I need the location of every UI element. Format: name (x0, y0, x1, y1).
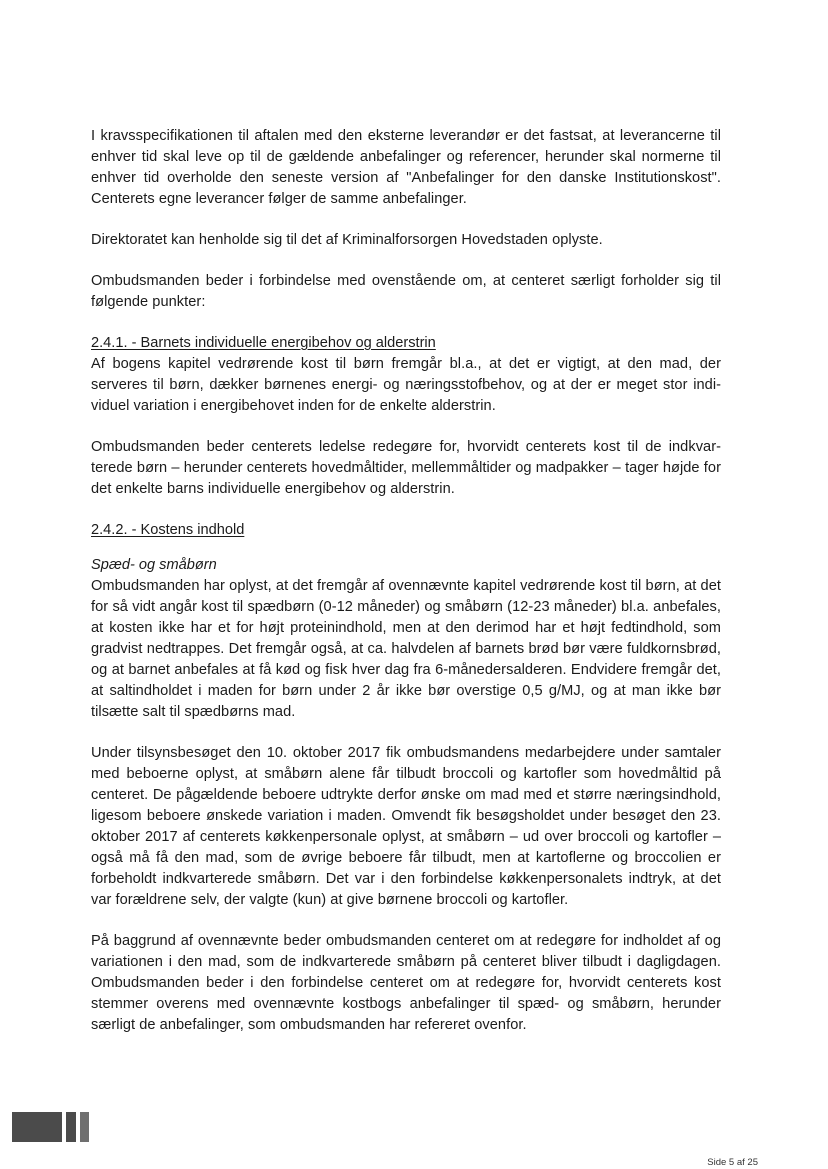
logo (12, 1112, 89, 1142)
logo-block (66, 1112, 76, 1142)
section-heading-kostens-indhold: 2.4.2. - Kostens indhold (91, 522, 245, 538)
paragraph-redegoere-energibehov: Ombudsmanden beder centerets ledelse redegøre for, hvorvidt centerets kost til de indkvarterede børn – herunder centerets hovedmåltider, mellemmåltider og madpakker – tager højde for det enkelte barns individuelle energibehov og alderstrin. (91, 439, 721, 497)
paragraph-kravsspecifikation: I kravsspecifikationen til aftalen med den eksterne leverandør er det fastsat, at leverancerne til enhver tid skal leve op til de gældende anbefalinger og referencer, herunder skal normerne til enhver tid overholde den seneste version af "Anbefalinger for den danske Institutionskost". Centerets egne leverancer følger de samme anbefalinger. (91, 128, 721, 207)
paragraph-ombudsmanden-punkter: Ombudsmanden beder i forbindelse med ovenstående om, at centeret særligt forholder sig til følgende punkter: (91, 273, 721, 310)
paragraph-anbefalinger-spaedboern: Ombudsmanden har oplyst, at det fremgår af ovennævnte kapitel vedrørende kost til børn, at det for så vidt angår kost til spædbørn (0-12 måneder) og småbørn (12-23 måneder) bl.a. anbefales, at kosten ikke har et for højt proteinindhold, men at den derimod har et højt fedtindhold, som gradvist nedtrappes. Det fremgår også, at ca. halvdelen af barnets brød bør være fuldkornsbrød, og at barnet anbefales at få kød og fisk hver dag fra 6-månedersalderen. Endvidere fremgår det, at saltindholdet i maden for børn under 2 år ikke bør overstige 0,5 g/MJ, og at man ikke bør tilsætte salt til spædbørns mad. (91, 578, 721, 720)
section-heading-energibehov: 2.4.1. - Barnets individuelle energibehov og alderstrin (91, 335, 436, 351)
page-number: Side 5 af 25 (707, 1157, 758, 1168)
document-body (91, 126, 721, 1056)
subheading-spaed-og-smaaboern: Spæd- og småbørn (91, 557, 217, 573)
paragraph-tilsynsbesoeg: Under tilsynsbesøget den 10. oktober 2017 fik ombudsmandens medarbejdere under samtaler med beboerne oplyst, at småbørn alene får tilbudt broccoli og kartofler som hovedmåltid på centeret. De pågældende beboere udtrykte derfor ønske om mad med et større næringsindhold, ligesom beboere ønskede variation i maden. Omvendt fik besøgsholdet under besøget den 23. oktober 2017 af centerets køkkenpersonale oplyst, at småbørn – ud over broccoli og kartofler – også må få den mad, som de øvrige beboere får tilbudt, men at kartoflerne og broccolien er forbeholdt indkvarterede småbørn. Det var i den forbindelse køkkenpersonalets indtryk, at det var forældrene selv, der valgte (kun) at give børnene broccoli og kartofler. (91, 745, 721, 908)
paragraph-redegoere-indhold: På baggrund af ovennævnte beder ombudsmanden centeret om at redegøre for indholdet af og variationen i den mad, som de indkvarterede småbørn på centeret bliver tilbudt i dagligdagen. Ombudsmanden beder i den forbindelse centeret om at redegøre for, hvorvidt centerets kost stemmer overens med ovennævnte kostbogs anbefalinger til spæd- og småbørn, herunder særligt de anbefalinger, som ombudsmanden har refereret ovenfor. (91, 933, 721, 1033)
logo-block (80, 1112, 89, 1142)
paragraph-direktoratet: Direktoratet kan henholde sig til det af Kriminalforsorgen Hovedstaden oplyste. (91, 232, 603, 248)
logo-block (12, 1112, 62, 1142)
paragraph-kost-til-boern: Af bogens kapitel vedrørende kost til børn fremgår bl.a., at det er vigtigt, at den mad, der serveres til børn, dækker børnenes energi- og næringsstofbehov, og at der er meget stor individuel variation i energibehovet inden for de enkelte alderstrin. (91, 356, 721, 414)
